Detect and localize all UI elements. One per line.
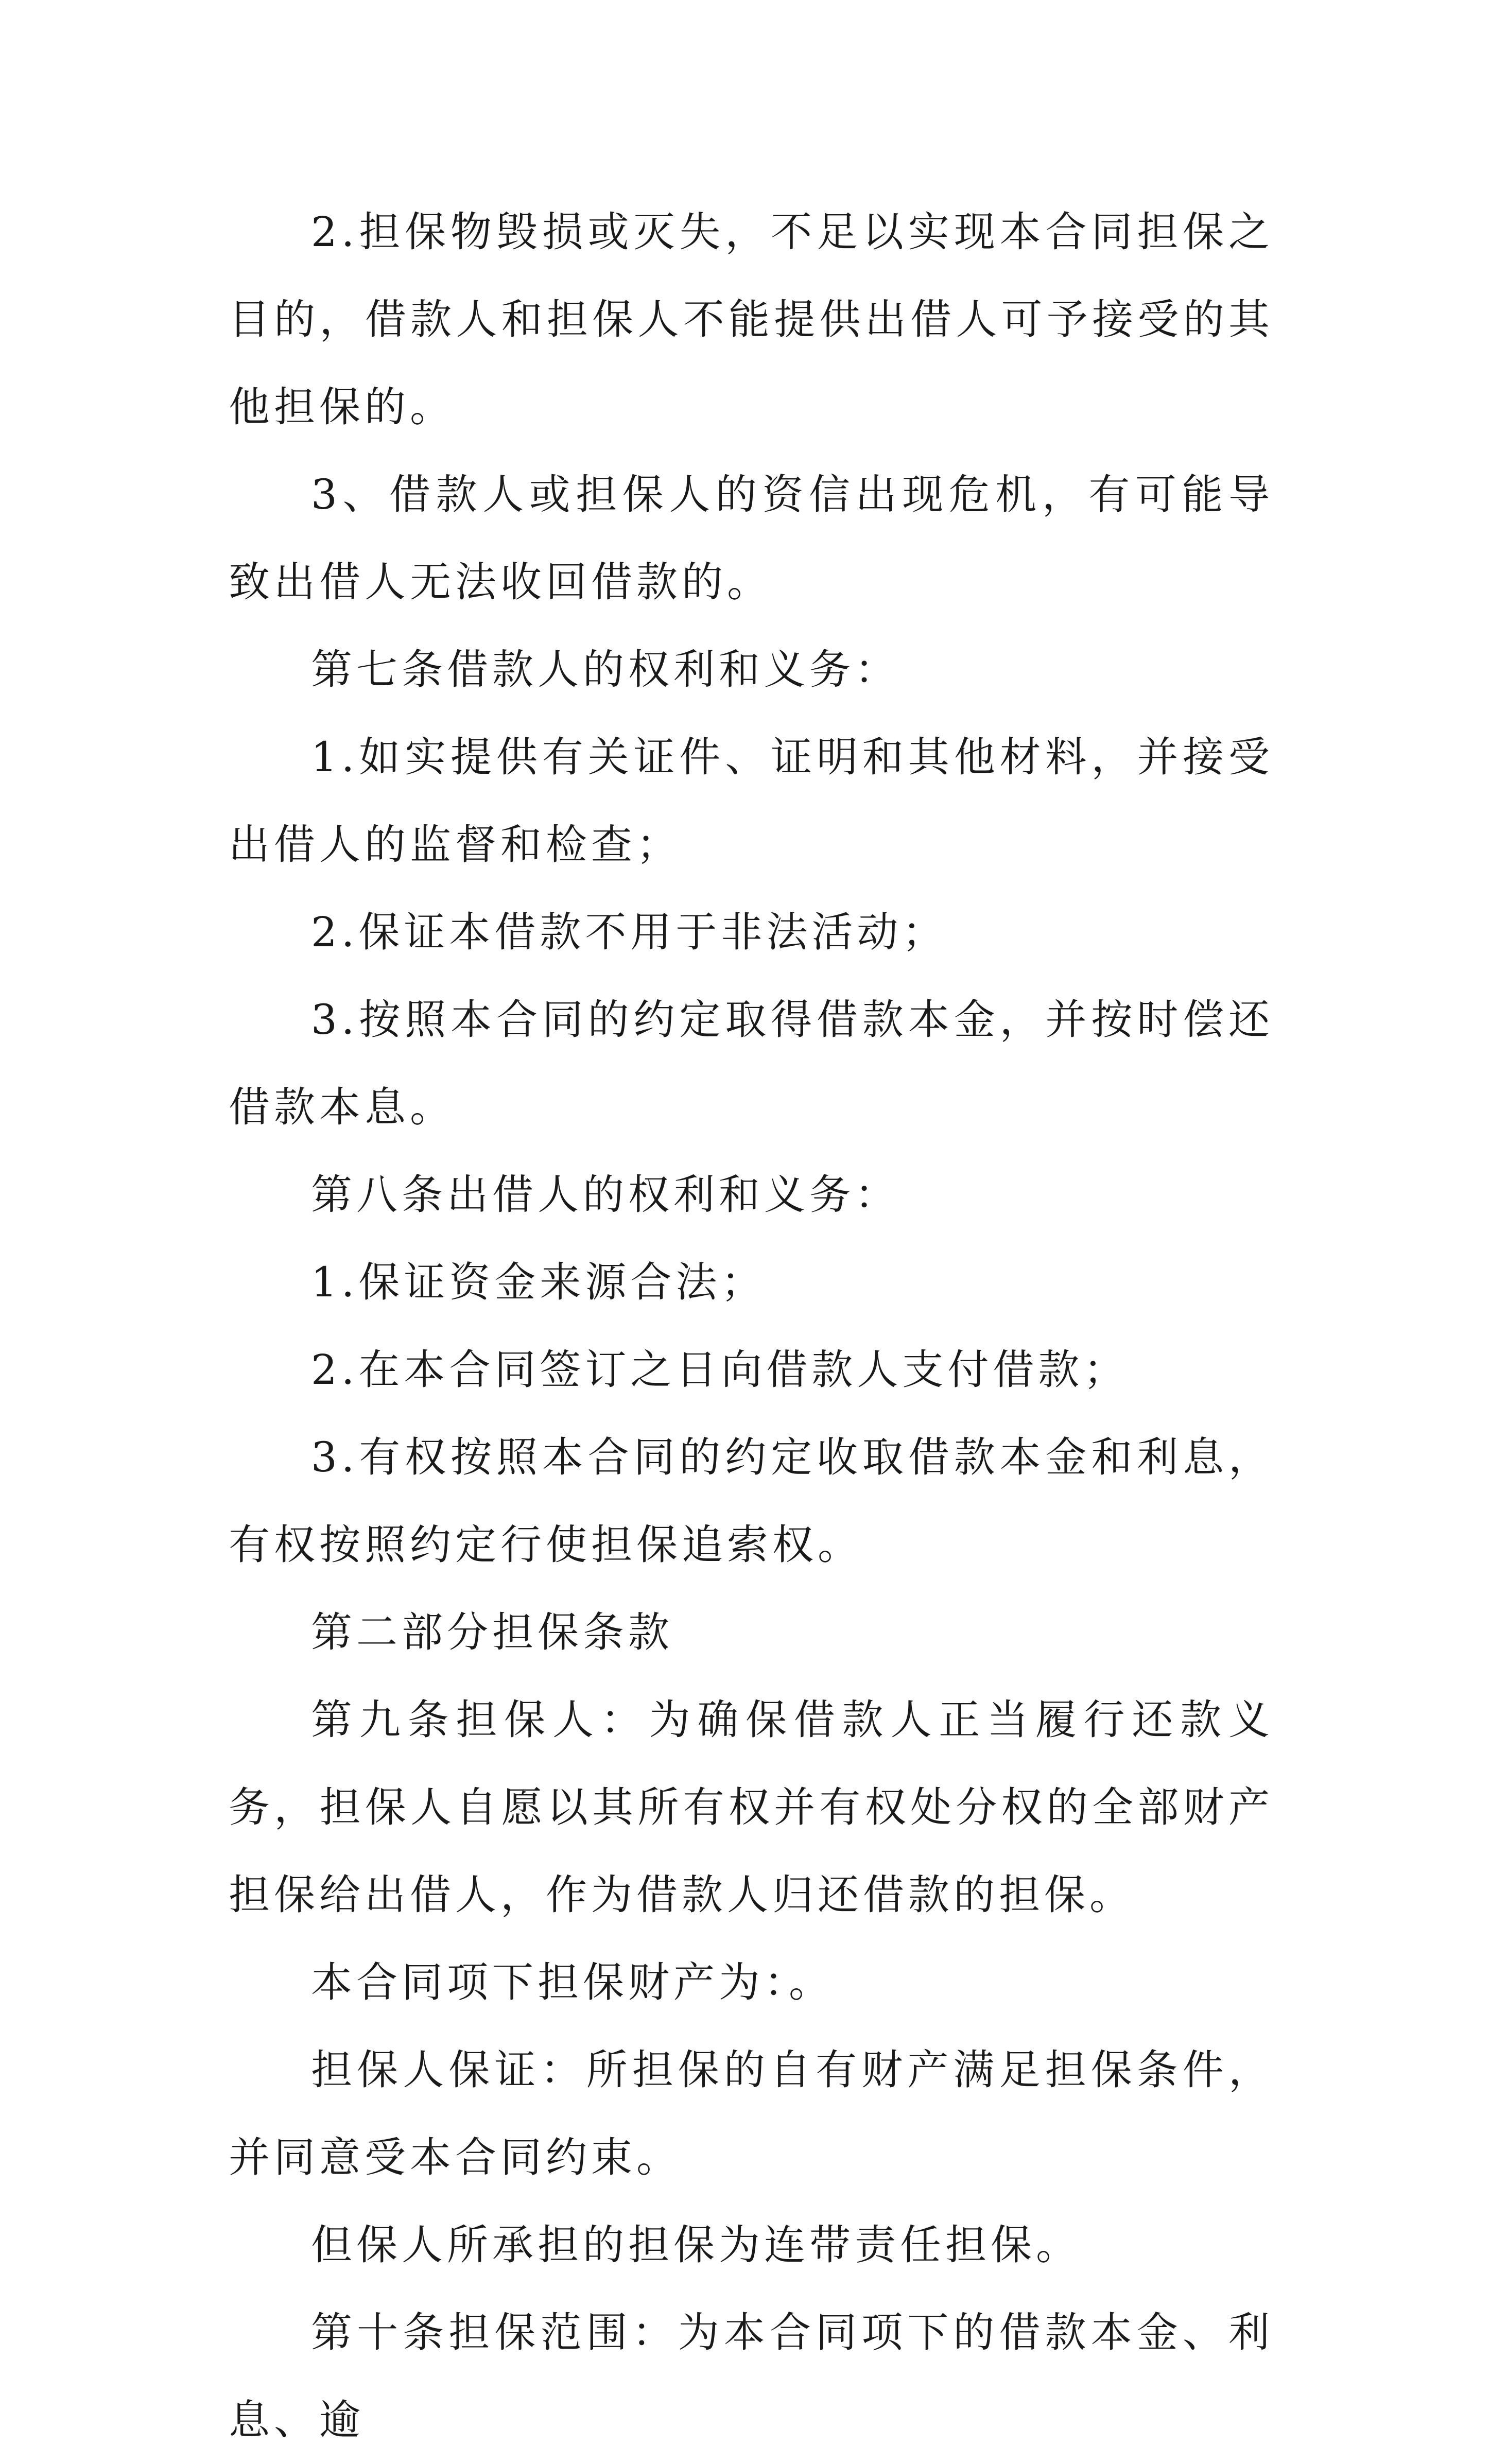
paragraph-collateral-property: 本合同项下担保财产为：。 bbox=[311, 1958, 834, 2006]
paragraph-article-7-item-2: 2.保证本借款不用于非法活动； bbox=[311, 908, 948, 956]
paragraph-clause-2-collateral-loss: 2.担保物毁损或灭失，不足以实现本合同担保之目的，借款人和担保人不能提供出借人可予接受的其他担保的。 bbox=[229, 208, 1274, 431]
paragraph-guarantor-warranty: 担保人保证：所担保的自有财产满足担保条件，并同意受本合同约束。 bbox=[229, 2046, 1274, 2181]
article-8-heading: 第八条出借人的权利和义务： bbox=[311, 1171, 900, 1219]
paragraph-clause-3-credit-crisis: 3、借款人或担保人的资信出现危机，有可能导致出借人无法收回借款的。 bbox=[229, 471, 1274, 606]
document-body bbox=[229, 188, 1274, 2464]
paragraph-article-9: 第九条担保人：为确保借款人正当履行还款义务，担保人自愿以其所有权并有权处分权的全部财产担保给出借人，作为借款人归还借款的担保。 bbox=[229, 1696, 1274, 1919]
paragraph-article-7-item-1: 1.如实提供有关证件、证明和其他材料，并接受出借人的监督和检查； bbox=[229, 733, 1274, 869]
paragraph-article-8-item-1: 1.保证资金来源合法； bbox=[311, 1258, 767, 1306]
paragraph-joint-liability: 但保人所承担的担保为连带责任担保。 bbox=[311, 2221, 1081, 2269]
part-2-heading: 第二部分担保条款 bbox=[311, 1608, 673, 1656]
article-7-heading: 第七条借款人的权利和义务： bbox=[311, 646, 900, 693]
paragraph-article-7-item-3: 3.按照本合同的约定取得借款本金，并按时偿还借款本息。 bbox=[229, 996, 1274, 1131]
paragraph-article-8-item-3: 3.有权按照本合同的约定收取借款本金和利息，有权按照约定行使担保追索权。 bbox=[229, 1433, 1274, 1569]
paragraph-article-10: 第十条担保范围：为本合同项下的借款本金、利息、逾 bbox=[229, 2309, 1274, 2444]
paragraph-article-8-item-2: 2.在本合同签订之日向借款人支付借款； bbox=[311, 1346, 1129, 1394]
